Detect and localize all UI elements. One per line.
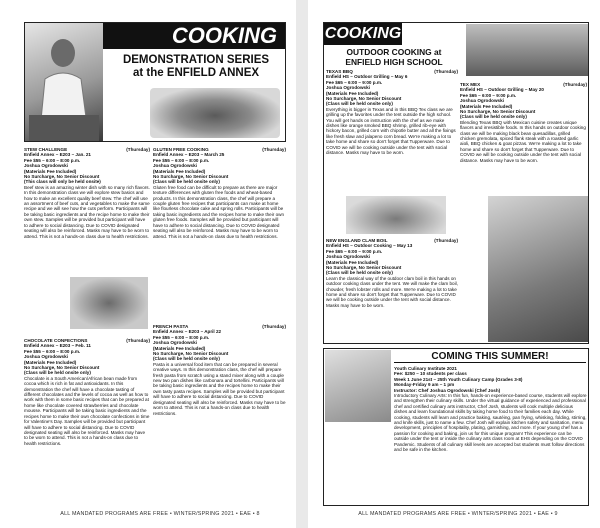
summer-heading-bar xyxy=(394,351,586,363)
summer-line: Week 1 June 21st – 25th Youth Culinary Camp (Grades 3-8) xyxy=(394,376,523,382)
left-heading-line2: at the ENFIELD ANNEX xyxy=(132,67,260,80)
gluten-title: GLUTEN FREE COOKING xyxy=(153,147,209,152)
stew-line: Joshua Ogrodowski xyxy=(24,163,68,169)
summer-heading: COMING THIS SUMMER! xyxy=(431,351,549,362)
stew-line: (This class will only be held onsite) xyxy=(24,179,101,185)
texas-day: (Thursday) xyxy=(434,69,458,74)
gluten-line: Fee $55 – 6:00 – 8:00 p.m. xyxy=(153,157,210,163)
stew-line: (Materials Fee Included) xyxy=(24,168,77,174)
texas-line: Enfield HS – Outdoor Grilling – May 6 xyxy=(326,74,408,80)
chocolate-line: No Surcharge, No Senior Discount xyxy=(24,365,100,371)
texmex-body: Blending Texas BBQ with Mexican cuisine creates unique flavors and irresistible foods. In this hands on outdoor cooking class we will be making black bean quesadillas, grilled chicken gremolata, spiced flank steak with a roasted garlic aioli, BBQ chicken & goat pizzas. We're making a lot to take home and share so don't forget that Tupperware. Due to COVID we will be cooking outside under the tent with social distance. Masks may have to be worn. xyxy=(460,119,586,163)
summer-section xyxy=(394,366,587,453)
stew-title: STEW CHALLENGE xyxy=(24,147,68,152)
clam-line: Enfield HS – Outdoor Cooking – May 13 xyxy=(326,243,413,249)
right-heading-line1: OUTDOOR COOKING at xyxy=(346,47,442,57)
stew-line: No Surcharge, No Senior Discount xyxy=(24,174,100,180)
clam-body: Learn the classical way of the outdoor clam boil in this hands on outdoor cooking class under the tent. We will make the clam boil, chowder, fresh lobster rolls and more. We're making a lot to take home and share so don't forget that Tupperware. Due to COVID we will be cooking outside under the tent with social distance. Masks may have to be worn. xyxy=(326,275,458,308)
beef-stew-photo xyxy=(150,88,280,138)
chocolate-line: Enfield Annex – E203 – Feb. 11 xyxy=(24,343,91,349)
texmex-line: No Surcharge, No Senior Discount xyxy=(460,109,536,115)
texas-section xyxy=(326,69,458,156)
right-banner-text: COOKING xyxy=(324,25,402,42)
clam-line: (Class will be held onsite only) xyxy=(326,270,393,276)
summer-line: Youth Culinary Institute 2021 xyxy=(394,366,457,371)
stew-line: Fee $55 – 6:00 – 8:00 p.m. xyxy=(24,157,81,163)
chef-photo xyxy=(25,23,103,141)
texas-line: No Surcharge, No Senior Discount xyxy=(326,96,402,102)
chocolate-title: CHOCOLATE CONFECTIONS xyxy=(24,338,88,343)
gluten-line: (Class will be held onsite only) xyxy=(153,179,220,185)
clam-line: Joshua Ogrodowski xyxy=(326,254,370,260)
right-heading xyxy=(326,48,462,67)
texmex-line: Joshua Ogrodowski xyxy=(460,98,504,104)
left-heading xyxy=(106,54,286,80)
right-heading-line2: ENFIELD HIGH SCHOOL xyxy=(345,56,443,67)
clam-day: (Thursday) xyxy=(434,238,458,243)
texmex-line: (Class will be held onsite only) xyxy=(460,114,527,120)
chocolate-line: (Class will be held onsite only) xyxy=(24,370,91,376)
chocolate-line: Joshua Ogrodowski xyxy=(24,354,68,360)
texmex-line: Fee $65 – 6:00 – 9:00 p.m. xyxy=(460,92,517,98)
texas-body: Everything is bigger in Texas and in this BBQ Tex class we are grilling up the favorites under the tent outside the high school. You will get hands on instruction with the chef as we make dishes like orange smoked BBQ shrimp, grilled rib-eye with hickory bacon, grilled corn with chipotle butter and all the fixings like fresh slaw and jalapeno corn bread. We're making a lot to take home and share so don't forget that Tupperware. Due to COVID we will be cooking outside under the tent with social distance. Masks may have to be worn. xyxy=(326,106,456,156)
pasta-line: No Surcharge, No Senior Discount xyxy=(153,351,229,357)
texas-line: Joshua Ogrodowski xyxy=(326,85,370,91)
gluten-section xyxy=(153,147,286,239)
pasta-line: (Class will be held onsite only) xyxy=(153,356,220,362)
clam-photo xyxy=(346,196,446,234)
texmex-line: Enfield HS – Outdoor Grilling – May 20 xyxy=(460,87,544,93)
summer-line: Monday-Friday 9 am – 1 pm xyxy=(394,382,455,388)
students-photo xyxy=(325,350,391,422)
pasta-section xyxy=(153,324,286,416)
bbq-photo xyxy=(466,24,588,76)
texas-line: (Materials Fee Included) xyxy=(326,90,379,96)
right-page xyxy=(308,0,600,528)
page-gutter xyxy=(296,0,308,528)
texas-line: (Class will be held onsite only) xyxy=(326,101,393,107)
chocolate-day: (Thursday) xyxy=(126,338,150,343)
stew-section xyxy=(24,147,150,239)
gluten-day: (Thursday) xyxy=(262,147,286,152)
chocolate-section xyxy=(24,338,150,446)
tex-mex-photo xyxy=(488,196,588,342)
left-heading-line1: DEMONSTRATION SERIES xyxy=(122,54,270,66)
clam-line: (Materials Fee Included) xyxy=(326,259,379,265)
texmex-title: TEX MEX xyxy=(460,82,481,87)
left-banner xyxy=(103,23,285,49)
chocolate-body: Chocolate is a South American/African bean made from cocoa which is rich in fat and antioxidants. In this demonstration the chef will have a chocolate tasting of different chocolates and the levels of cocoa as well as how to work with them in some basic recipes that can be prepared at home like chocolate covered strawberries and chocolate mousse. Participants will be taking basic ingredients and the recipes home to make their own chocolate confections in time for Valentine's Day. Samples will be provided but participant will have to adhere to social distancing. Due to COVID designated seating will also be reinforced. Masks may have to be worn to attend. This is not a hands-on class due to health restrictions. xyxy=(24,375,150,446)
chocolate-line: (Materials Fee Included) xyxy=(24,359,77,365)
texmex-day: (Thursday) xyxy=(563,82,587,87)
stew-line: Enfield Annex – E203 – Jan. 21 xyxy=(24,152,91,158)
gluten-line: Joshua Ogrodowski xyxy=(153,163,197,169)
pasta-body: Pasta is a universal food item that can be prepared in several creative ways. In this demonstration class, the chef will prepare fresh pasta from scratch using a stand mixer along with a couple new two pan dishes like carbonara and tortellini. Participants will be taking basic ingredients and the recipes home to make their own tasty pasta recipes. Samples will be provided but participant will have to adhere to social distancing. Due to COVID designated seating will also be reinforced. Masks may have to be worn to attend. This is not a hands-on class due to health restrictions. xyxy=(153,361,286,416)
texas-line: Fee $65 – 6:00 – 9:00 p.m. xyxy=(326,79,383,85)
clam-section xyxy=(326,238,458,308)
texmex-section xyxy=(460,82,587,163)
chef-illustration xyxy=(25,23,103,141)
right-footer: ALL MANDATED PROGRAMS ARE FREE • WINTER/SPRING 2021 • EAE • 9 xyxy=(358,511,558,517)
gluten-line: Enfield Annex – E203 – March 25 xyxy=(153,152,225,158)
summer-line: Instructor: Chef Joshua Ogrodowski (Chef Josh) xyxy=(394,387,501,393)
clam-line: Fee $65 – 6:00 – 9:00 p.m. xyxy=(326,248,383,254)
stew-day: (Thursday) xyxy=(126,147,150,152)
texmex-line: (Materials Fee Included) xyxy=(460,103,513,109)
left-page xyxy=(0,0,296,528)
pasta-day: (Thursday) xyxy=(262,324,286,329)
pasta-photo xyxy=(70,277,148,329)
pasta-line: (Materials Fee Included) xyxy=(153,345,206,351)
chocolate-line: Fee $55 – 6:00 – 8:00 p.m. xyxy=(24,348,81,354)
left-footer: ALL MANDATED PROGRAMS ARE FREE • WINTER/SPRING 2021 • EAE • 8 xyxy=(60,511,260,517)
summer-body: Introductory Culinary Arts: In this fun, hands-on experience-based course, students will explore and strengthen their culinary skills. Under the virtual guidance of experienced and professional chef and certified culinary arts instructor, Chef Josh, students will cook multiple delicious dishes and learn foundational skills by taking home food to their families each day. While cooking, students will learn and practice baking, sautéing, pan frying, whisking, folding, stirring, and knife skills, just to name a few. Chef Josh will explain kitchen safety and sanitation, menu development, principles of hospitality, plating, garnishing, and more. If your young chef has a passion for cooking and baking, join us for this unique program! This experience can be outside under the tent or inside the culinary arts class room at EHS depending on the COVID Pandemic. Students of all culinary skill levels are accepted but students must follow directions and be safe in the kitchen. xyxy=(394,393,587,453)
gluten-body: Gluten free food can be difficult to prepare as there are major texture differences with gluten free foods and wheat-based products. In this demonstration class, the chef will prepare a couple gluten free recipes that participants can make at home like flourless chocolate cake and spring rolls. Participants will be taking basic ingredients and the recipes home to make their own gluten free foods. Samples will be provided but participant will have to adhere to social distancing. Due to COVID designated seating will also be reinforced. Masks may have to be worn to attend. This is not a hands-on class due to health restrictions. xyxy=(153,184,284,239)
summer-line: Fee: $250 – 10 students per class xyxy=(394,371,467,377)
left-banner-text: COOKING xyxy=(171,23,277,48)
clam-line: No Surcharge, No Senior Discount xyxy=(326,265,402,271)
pasta-line: Fee $55 – 6:00 – 8:00 p.m. xyxy=(153,334,210,340)
pasta-title: FRENCH PASTA xyxy=(153,324,189,329)
gluten-line: No Surcharge, No Senior Discount xyxy=(153,174,229,180)
pasta-line: Joshua Ogrodowski xyxy=(153,340,197,346)
stew-body: Beef stew is an amazing winter dish with so many rich flavors. In this demonstration class we will explore stew basics and how to make an excellent quality beef stew. The chef will use an assortment of beef cuts, and vegetables to make the same recipe and we will see how the cuts perform. Participants will be taking basic ingredients and the recipe home to make their own stew. Samples will be provided but participant will have to adhere to social distancing. Due to COVID designated seating will also be reinforced. Masks may have to be worn to attend. This is not a hands-on class due to health restrictions. xyxy=(24,184,150,239)
clam-title: NEW ENGLAND CLAM BOIL xyxy=(326,238,388,243)
right-banner xyxy=(324,23,402,45)
gluten-line: (Materials Fee Included) xyxy=(153,168,206,174)
pasta-line: Enfield Annex – E203 – April 22 xyxy=(153,329,222,335)
texas-title: TEXAS BBQ xyxy=(326,69,353,74)
